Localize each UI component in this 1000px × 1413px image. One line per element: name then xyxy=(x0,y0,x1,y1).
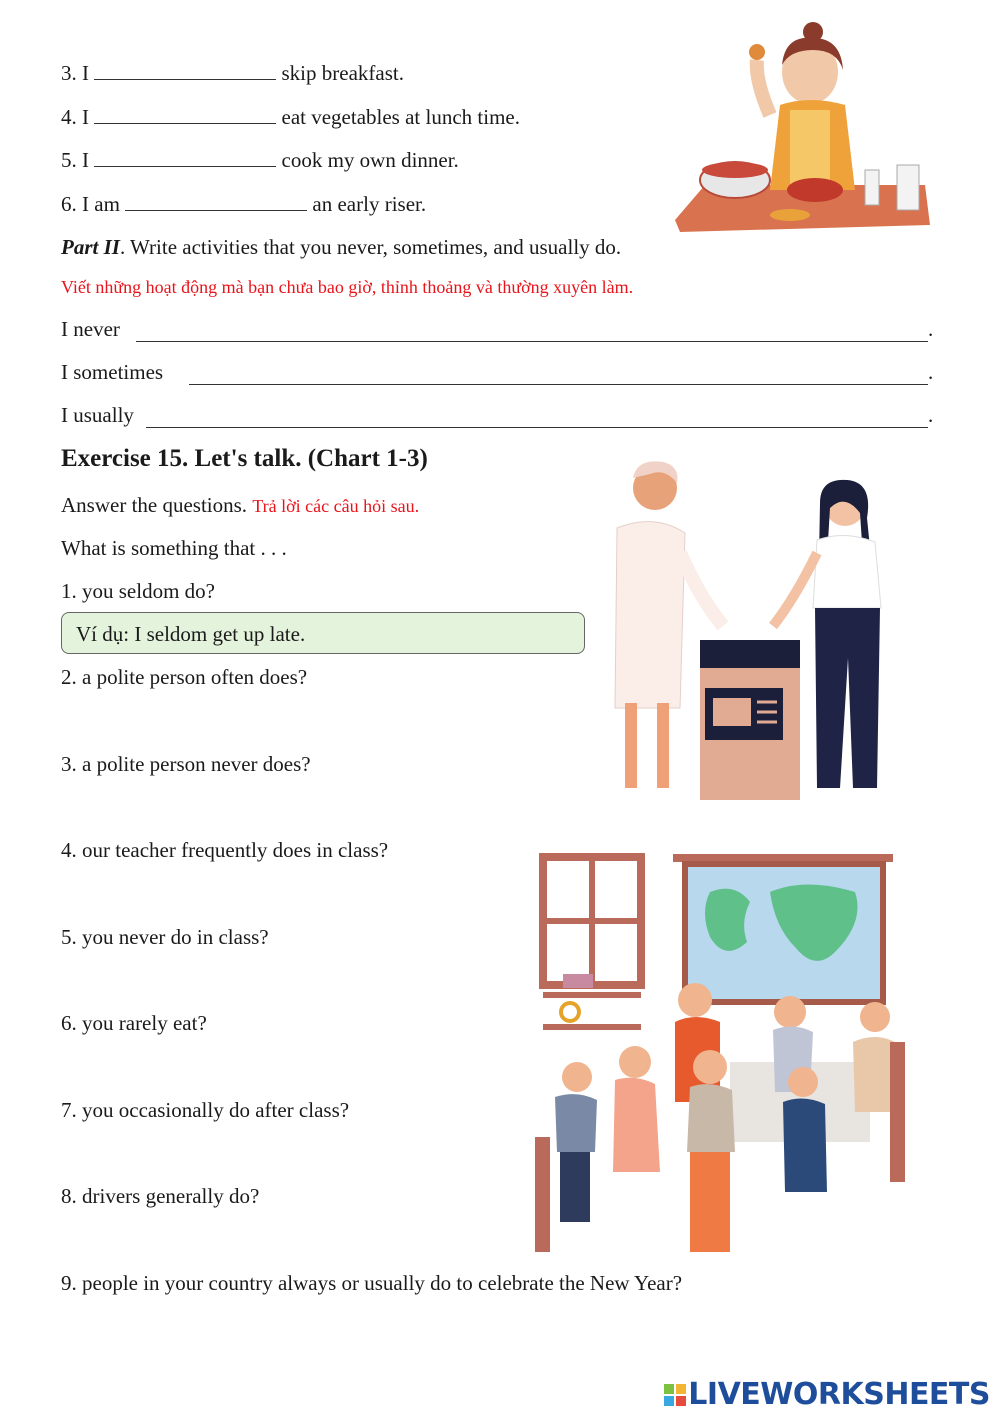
usually-period: . xyxy=(928,403,934,427)
liveworksheets-logo xyxy=(664,1377,990,1412)
question-3: 3. a polite person never does? xyxy=(61,752,311,776)
example-box xyxy=(61,612,585,654)
usually-label: I usually xyxy=(61,403,134,427)
item-5-blank[interactable] xyxy=(94,148,276,167)
item-6-suffix: an early riser. xyxy=(312,192,427,216)
item-6-blank[interactable] xyxy=(125,192,307,211)
instruction-vn: Trả lời các câu hỏi sau. xyxy=(252,496,420,516)
question-5: 5. you never do in class? xyxy=(61,925,269,949)
never-label: I never xyxy=(61,317,120,341)
logo-text: LIVEWORKSHEETS xyxy=(688,1377,990,1412)
two-women-illustration xyxy=(605,458,935,813)
logo-mark-icon xyxy=(664,1384,686,1406)
exercise-15-title: Exercise 15. Let's talk. (Chart 1-3) xyxy=(61,445,428,472)
cooking-woman-illustration xyxy=(665,20,935,235)
question-8: 8. drivers generally do? xyxy=(61,1184,260,1208)
part-ii-label: Part II xyxy=(61,235,120,259)
part-ii-vietnamese: Viết những hoạt động mà bạn chưa bao giờ, thỉnh thoảng và thường xuyên làm. xyxy=(61,277,634,297)
question-1: 1. you seldom do? xyxy=(61,579,215,603)
instruction-en: Answer the questions. xyxy=(61,493,248,517)
question-4: 4. our teacher frequently does in class? xyxy=(61,838,389,862)
item-5-suffix: cook my own dinner. xyxy=(281,148,459,172)
classroom-illustration xyxy=(535,852,915,1257)
never-period: . xyxy=(928,317,934,341)
item-4-suffix: eat vegetables at lunch time. xyxy=(281,105,520,129)
item-3-blank[interactable] xyxy=(94,61,276,80)
item-5 xyxy=(61,148,459,173)
question-2: 2. a polite person often does? xyxy=(61,665,308,689)
question-7: 7. you occasionally do after class? xyxy=(61,1098,350,1122)
never-blank[interactable] xyxy=(136,340,928,342)
item-3-suffix: skip breakfast. xyxy=(281,61,404,85)
item-3-prefix: 3. I xyxy=(61,61,89,85)
sometimes-period: . xyxy=(928,360,934,384)
sometimes-blank[interactable] xyxy=(189,383,928,385)
item-3 xyxy=(61,61,404,86)
question-6: 6. you rarely eat? xyxy=(61,1011,207,1035)
usually-blank[interactable] xyxy=(146,426,928,428)
item-6-prefix: 6. I am xyxy=(61,192,120,216)
part-ii-instruction xyxy=(61,235,621,260)
exercise-15-instruction xyxy=(61,493,419,518)
item-4 xyxy=(61,105,520,130)
question-9: 9. people in your country always or usually do to celebrate the New Year? xyxy=(61,1271,683,1295)
item-6 xyxy=(61,192,426,217)
example-text: Ví dụ: I seldom get up late. xyxy=(76,622,306,646)
part-ii-text: . Write activities that you never, sometimes, and usually do. xyxy=(119,235,622,259)
item-4-prefix: 4. I xyxy=(61,105,89,129)
item-5-prefix: 5. I xyxy=(61,148,89,172)
exercise-15-lead: What is something that . . . xyxy=(61,536,287,560)
sometimes-label: I sometimes xyxy=(61,360,164,384)
item-4-blank[interactable] xyxy=(94,105,276,124)
